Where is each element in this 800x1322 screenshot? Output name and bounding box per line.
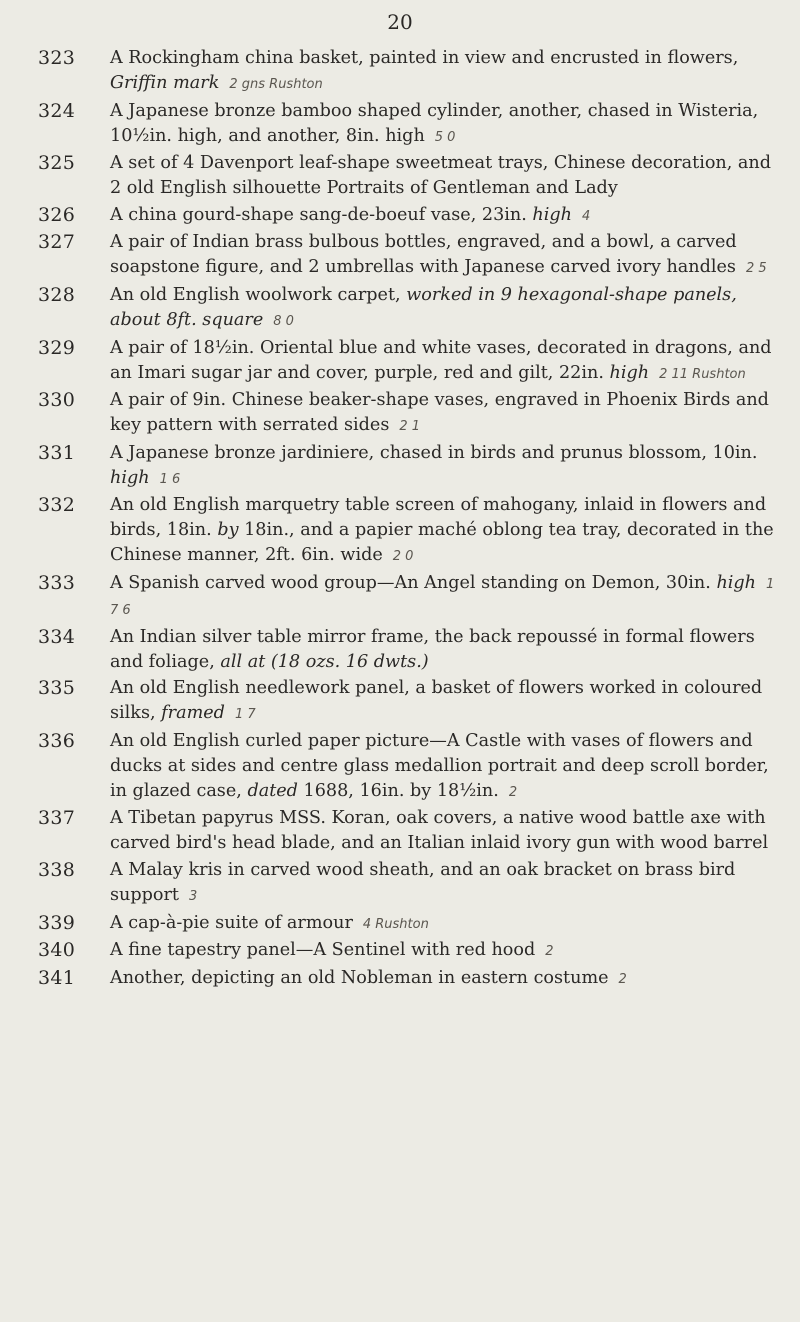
lot-description (110, 283, 778, 334)
lot-description (110, 336, 778, 387)
lot-description (110, 676, 778, 727)
lot-text: A cap-à-pie suite of armour (110, 912, 353, 933)
lot-description (110, 46, 778, 97)
lot-entry (38, 493, 778, 569)
lot-list (38, 46, 778, 993)
lot-text: A Spanish carved wood group—An Angel standing on Demon, 30in. (110, 572, 717, 593)
lot-description (110, 911, 778, 937)
lot-number: 329 (38, 336, 76, 359)
handwritten-price-note: 2 (545, 944, 554, 960)
lot-description (110, 151, 778, 201)
lot-number: 331 (38, 441, 76, 464)
lot-description (110, 230, 778, 281)
lot-number: 330 (38, 389, 76, 412)
lot-entry (38, 151, 778, 201)
lot-entry (38, 283, 778, 334)
handwritten-price-note: 1 6 (159, 471, 181, 487)
lot-italic-text: all at (18 ozs. 16 dwts.) (220, 651, 429, 672)
handwritten-price-note: 2 0 (392, 549, 414, 565)
lot-description (110, 493, 778, 569)
handwritten-price-note: 2 1 (399, 419, 421, 435)
lot-description (110, 806, 778, 856)
lot-number: 337 (38, 807, 76, 830)
lot-entry (38, 388, 778, 439)
lot-number: 323 (38, 47, 76, 69)
page-number: 20 (387, 10, 413, 34)
lot-description (110, 388, 778, 439)
lot-text-continued: 18in., and a papier maché oblong tea tray, decorated in the Chinese manner, 2ft. 6in. wide (110, 520, 774, 566)
lot-entry (38, 203, 778, 229)
lot-number: 335 (38, 677, 76, 700)
lot-entry (38, 230, 778, 281)
lot-number: 326 (38, 203, 76, 226)
lot-text: An old English woolwork carpet, (110, 284, 407, 305)
lot-text-continued: 1688, 16in. by 18½in. (297, 780, 499, 801)
lot-number: 333 (38, 571, 76, 594)
lot-text: A pair of 18½in. Oriental blue and white vases, decorated in dragons, and an Imari sugar jar and cover, purple, red and gilt, 22in. (110, 337, 772, 383)
lot-entry (38, 858, 778, 909)
lot-number: 338 (38, 858, 76, 881)
lot-number: 327 (38, 231, 76, 254)
lot-entry (38, 441, 778, 492)
lot-text: An old English curled paper picture—A Castle with vases of flowers and ducks at sides and centre glass medallion portrait and deep scroll border, in glazed case, (110, 730, 769, 801)
handwritten-price-note: 5 0 (434, 129, 456, 145)
lot-entry (38, 966, 778, 992)
lot-text: An old English needlework panel, a basket of flowers worked in coloured silks, (110, 678, 763, 724)
handwritten-price-note: 1 7 6 (110, 576, 775, 618)
lot-entry (38, 676, 778, 727)
lot-entry (38, 806, 778, 856)
lot-text: An Indian silver table mirror frame, the back repoussé in formal flowers and foliage, (110, 626, 755, 672)
handwritten-price-note: 1 7 (234, 707, 256, 723)
lot-number: 339 (38, 911, 76, 934)
lot-description (110, 858, 778, 909)
lot-number: 340 (38, 939, 76, 962)
handwritten-price-note: 4 (581, 208, 591, 224)
lot-entry (38, 99, 778, 150)
lot-number: 341 (38, 966, 76, 989)
lot-text: A pair of Indian brass bulbous bottles, engraved, and a bowl, a carved soapstone figure, and 2 umbrellas with Japanese carved ivory handles (110, 232, 737, 278)
lot-description (110, 625, 778, 675)
lot-text: A Malay kris in carved wood sheath, and an oak bracket on brass bird support (110, 859, 736, 905)
lot-italic-text: by (217, 520, 239, 541)
lot-italic-text: dated (247, 780, 298, 801)
lot-entry (38, 938, 778, 964)
lot-italic-text: high (532, 204, 572, 225)
lot-description (110, 203, 778, 229)
lot-description (110, 966, 778, 992)
lot-entry (38, 729, 778, 805)
lot-description (110, 938, 778, 964)
lot-italic-text: high (110, 467, 150, 488)
lot-text: A Rockingham china basket, painted in view and encrusted in flowers, (110, 48, 739, 68)
lot-entry (38, 571, 778, 623)
lot-italic-text: framed (161, 703, 225, 724)
lot-text: A fine tapestry panel—A Sentinel with red hood (110, 940, 536, 961)
lot-number: 328 (38, 283, 76, 306)
lot-entry (38, 625, 778, 675)
handwritten-price-note: 2 gns Rushton (229, 77, 323, 92)
handwritten-price-note: 8 0 (273, 313, 294, 329)
lot-text: An old English marquetry table screen of mahogany, inlaid in flowers and birds, 18in. (110, 495, 767, 541)
lot-italic-text: high (716, 572, 756, 593)
handwritten-price-note: 3 (188, 888, 198, 904)
lot-text: A china gourd-shape sang-de-boeuf vase, 23in. (110, 204, 533, 225)
lot-text: A pair of 9in. Chinese beaker-shape vases, engraved in Phoenix Birds and key pattern with serrated sides (110, 390, 769, 436)
lot-description (110, 441, 778, 492)
lot-text: A Japanese bronze bamboo shaped cylinder, another, chased in Wisteria, 10½in. high, and another, 8in. high (110, 100, 759, 146)
lot-number: 324 (38, 99, 76, 122)
lot-number: 334 (38, 625, 76, 648)
lot-description (110, 729, 778, 805)
lot-number: 336 (38, 729, 76, 752)
handwritten-price-note: 4 Rushton (362, 916, 429, 932)
lot-text: A Japanese bronze jardiniere, chased in birds and prunus blossom, 10in. (110, 442, 758, 463)
lot-italic-text: high (609, 362, 650, 383)
lot-italic-text: worked in 9 hexagonal-shape panels, about 8ft. square (110, 284, 737, 330)
lot-description (110, 571, 778, 623)
lot-text: A Tibetan papyrus MSS. Koran, oak covers, a native wood battle axe with carved bird's head blade, and an Italian inlaid ivory gun with wood barrel (110, 808, 769, 854)
handwritten-price-note: 2 (508, 784, 518, 800)
lot-text: Another, depicting an old Nobleman in eastern costume (110, 967, 609, 988)
handwritten-price-note: 2 (618, 971, 627, 987)
lot-text: A set of 4 Davenport leaf-shape sweetmeat trays, Chinese decoration, and 2 old English silhouette Portraits of Gentleman and Lady (110, 153, 772, 199)
handwritten-price-note: 2 5 (745, 261, 767, 277)
lot-entry (38, 336, 778, 387)
lot-entry (38, 911, 778, 937)
lot-entry (38, 46, 778, 97)
lot-number: 332 (38, 494, 76, 517)
lot-italic-text: Griffin mark (110, 73, 220, 93)
lot-description (110, 99, 778, 150)
handwritten-price-note: 2 11 Rushton (659, 366, 746, 382)
lot-number: 325 (38, 152, 76, 175)
